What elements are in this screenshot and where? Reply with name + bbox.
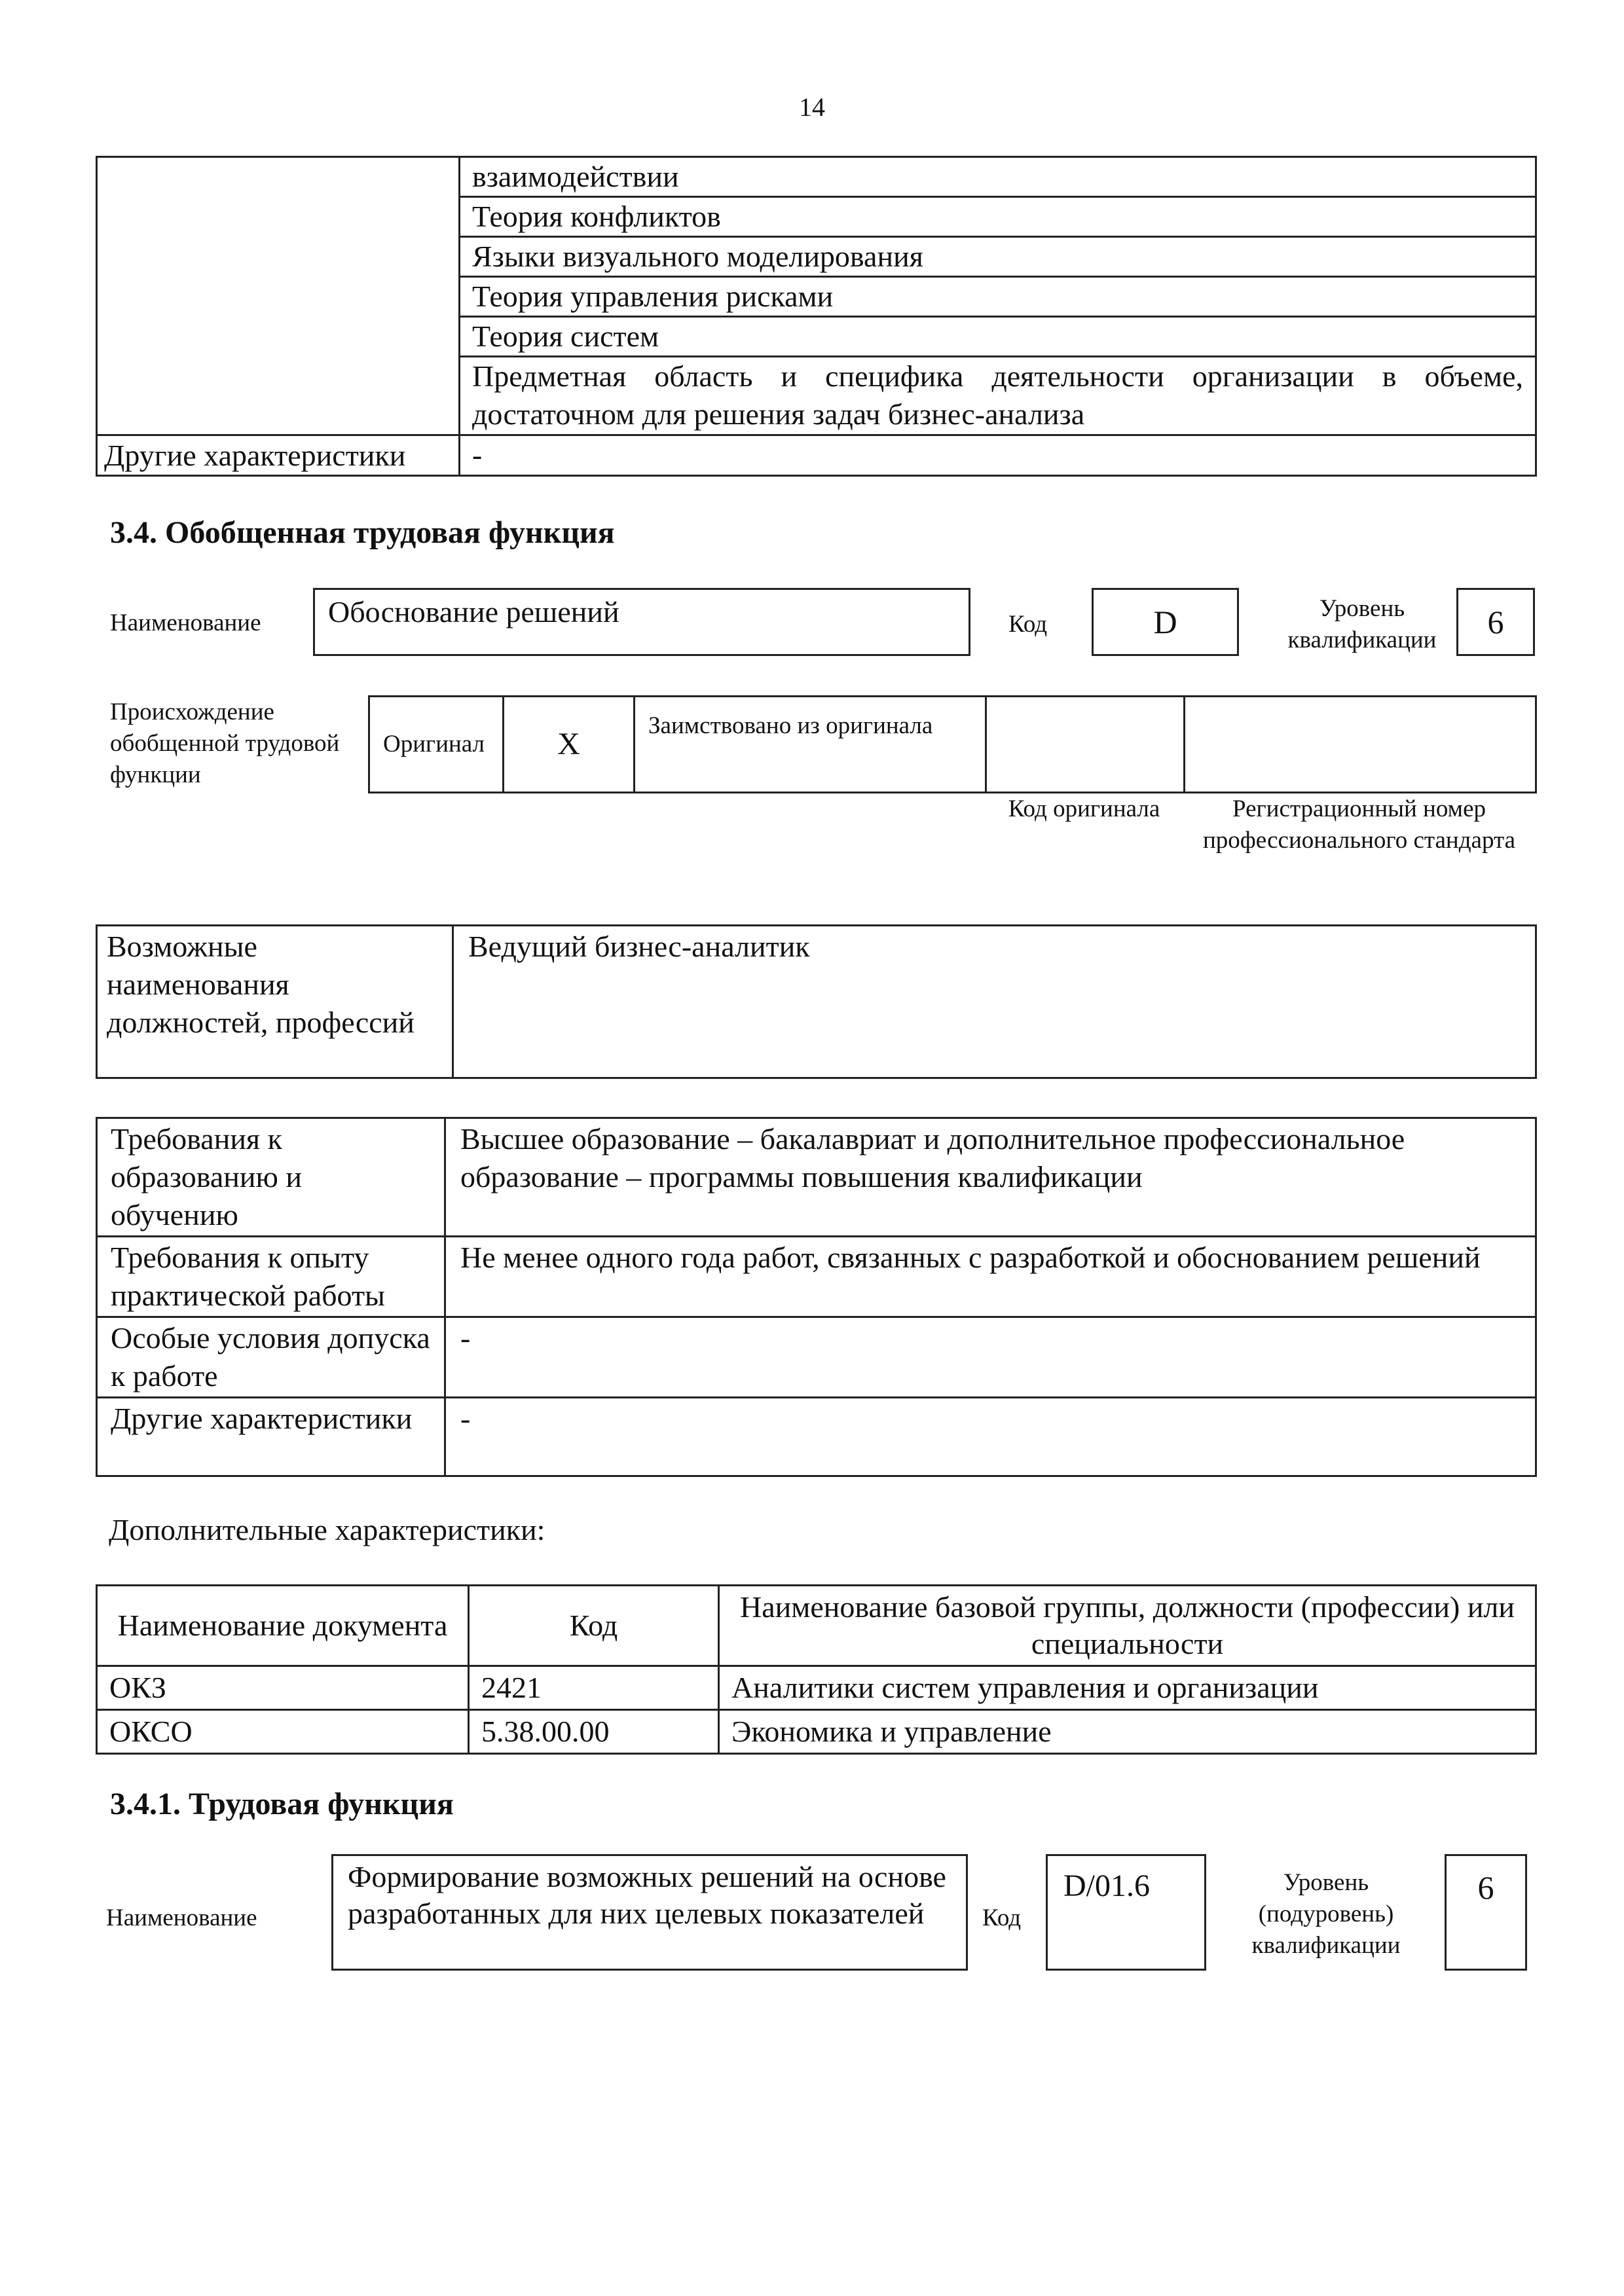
requirements-table	[96, 1117, 1537, 1477]
extra-cell: ОКСО	[97, 1710, 469, 1754]
positions-value: Ведущий бизнес-аналитик	[453, 926, 1536, 1078]
extra-heading: Дополнительные характеристики:	[109, 1513, 545, 1546]
gtf-level-box	[1456, 588, 1535, 656]
req-label: Особые условия допуска к работе	[97, 1317, 445, 1398]
other-characteristics-label: Другие характеристики	[97, 435, 460, 476]
tf-code-value: D/01.6	[1063, 1868, 1150, 1903]
origin-original-mark: X	[504, 697, 635, 793]
tf-name-box	[331, 1854, 968, 1971]
gtf-level-value: 6	[1487, 604, 1504, 640]
extra-cell: 5.38.00.00	[469, 1710, 719, 1754]
gtf-code-value: D	[1153, 604, 1177, 640]
knowledge-continuation-table	[96, 156, 1537, 477]
table-row	[97, 1666, 1536, 1710]
empty-label-cell	[97, 157, 460, 435]
page-number: 14	[799, 92, 825, 122]
knowledge-item: взаимодействии	[460, 157, 1536, 197]
req-label: Требования к опыту практической работы	[97, 1237, 445, 1317]
req-value: Высшее образование – бакалавриат и дополнительное профессиональное образование – программы повышения квалификации	[445, 1118, 1536, 1237]
knowledge-item: Теория управления рисками	[460, 277, 1536, 317]
gtf-code-label: Код	[1008, 611, 1048, 638]
extra-header: Наименование базовой группы, должности (профессии) или специальности	[719, 1586, 1536, 1666]
extra-cell: Аналитики систем управления и организации	[719, 1666, 1536, 1710]
extra-cell: 2421	[469, 1666, 719, 1710]
extra-header: Наименование документа	[97, 1586, 469, 1666]
req-value: Не менее одного года работ, связанных с разработкой и обоснованием решений	[445, 1237, 1536, 1317]
knowledge-item: Теория конфликтов	[460, 197, 1536, 237]
knowledge-item: Теория систем	[460, 317, 1536, 357]
gtf-code-box	[1092, 588, 1239, 656]
table-row	[97, 1710, 1536, 1754]
origin-reg-cell	[1185, 697, 1536, 793]
other-characteristics-value: -	[460, 435, 1536, 476]
tf-level-box	[1445, 1854, 1527, 1971]
extra-cell: Экономика и управление	[719, 1710, 1536, 1754]
extra-cell: ОКЗ	[97, 1666, 469, 1710]
gtf-name-box	[313, 588, 970, 656]
req-label: Другие характеристики	[97, 1398, 445, 1476]
section-heading-gtf: 3.4. Обобщенная трудовая функция	[110, 515, 615, 550]
knowledge-item: Предметная область и специфика деятельности организации в объеме, достаточном для решения задач бизнес-анализа	[460, 357, 1536, 435]
origin-reg-caption: Регистрационный номер профессионального стандарта	[1202, 795, 1516, 854]
extra-characteristics-table	[96, 1584, 1537, 1755]
knowledge-item: Языки визуального моделирования	[460, 237, 1536, 277]
tf-level-label: Уровень (подуровень) квалификации	[1251, 1869, 1401, 1959]
tf-name-label: Наименование	[106, 1904, 257, 1931]
req-value: -	[445, 1398, 1536, 1476]
gtf-name-value: Обоснование решений	[328, 595, 619, 629]
origin-code-caption: Код оригинала	[1008, 795, 1160, 822]
tf-level-value: 6	[1477, 1869, 1494, 1906]
extra-header: Код	[469, 1586, 719, 1666]
origin-borrowed-label: Заимствовано из оригинала	[635, 697, 986, 793]
origin-table	[368, 695, 1537, 793]
positions-table	[96, 924, 1537, 1079]
origin-original-label: Оригинал	[369, 697, 504, 793]
origin-label: Происхождение обобщенной трудовой функции	[110, 699, 340, 788]
gtf-level-label: Уровень квалификации	[1287, 595, 1437, 653]
tf-name-value: Формирование возможных решений на основе разработанных для них целевых показателей	[348, 1860, 946, 1930]
gtf-name-label: Наименование	[110, 610, 261, 636]
req-value: -	[445, 1317, 1536, 1398]
section-heading-tf: 3.4.1. Трудовая функция	[110, 1787, 454, 1821]
origin-code-cell	[986, 697, 1185, 793]
positions-label: Возможные наименования должностей, профессий	[97, 926, 453, 1078]
tf-code-box	[1046, 1854, 1206, 1971]
tf-code-label: Код	[982, 1904, 1022, 1931]
req-label: Требования к образованию и обучению	[97, 1118, 445, 1237]
